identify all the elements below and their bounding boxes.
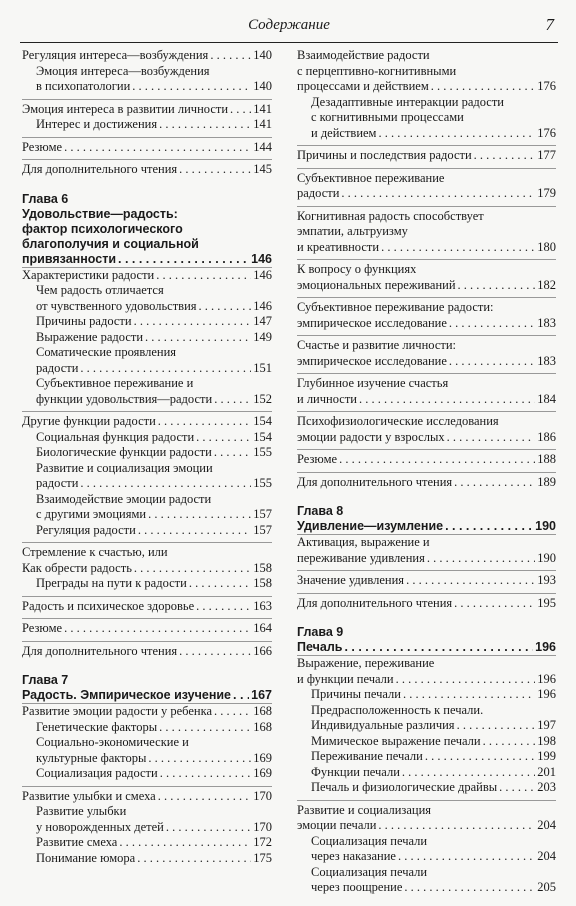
toc-entry [22,159,272,178]
toc-page-number: 170 [253,819,272,834]
toc-entry [22,618,272,637]
toc-page-number: 176 [537,125,556,140]
leader-dots [499,780,535,796]
toc-entry [22,411,272,430]
toc-page-number: 169 [253,766,272,780]
toc-page-number: 177 [537,148,556,162]
leader-dots [158,414,251,430]
leader-dots [210,48,251,64]
toc-entry-text: переживание удивления [297,550,425,565]
toc-entry [297,535,556,566]
toc-entry-text: Счастье и развитие личности: [297,338,456,352]
toc-page-number: 180 [537,239,556,254]
toc-entry-text: и функции печали [297,671,394,686]
toc-entry-text: Интерес и достижения [36,117,158,131]
toc-entry-text: Социализация радости [36,766,158,780]
chapter-title [297,519,556,535]
toc-page-number: 155 [253,476,272,490]
toc-entry-text: Радость. Эмпирическое изучение [22,688,232,702]
leader-dots [398,849,535,865]
chapter-label: Глава 9 [297,625,344,639]
toc-entry-text: фактор психологического [22,221,183,236]
leader-dots [159,720,251,736]
toc-entry-text: процессами и действием [297,79,429,93]
toc-entry [297,411,556,445]
toc-entry [22,704,272,720]
leader-dots [214,445,251,461]
toc-entry-text: Развитие улыбки [36,804,127,818]
toc-entry-text: культурные факторы [36,750,147,765]
toc-entry [22,430,272,446]
toc-page-number: 183 [537,353,556,368]
toc-page-number: 182 [537,277,556,292]
toc-page-number: 183 [537,315,556,330]
toc-entry-text: Мимическое выражение печали [311,733,481,748]
leader-dots [431,79,536,95]
toc-entry-text: Причины радости [36,314,132,328]
leader-dots [214,392,251,408]
toc-entry-text: привязанности [22,251,117,266]
toc-entry-text: Субъективное переживание радости: [297,300,494,314]
toc-entry [22,542,272,576]
toc-entry [22,851,272,867]
toc-page-number: 144 [253,139,272,154]
toc-entry [22,576,272,592]
toc-page-number: 140 [253,79,272,93]
toc-page-number: 179 [537,186,556,200]
toc-entry-text: и креативности [297,239,380,254]
toc-entry-text: Взаимодействие радости [297,48,430,62]
toc-entry-text: Удовольствие—радость: [22,206,178,221]
leader-dots [118,252,249,267]
leader-dots [134,314,252,330]
toc-entry [297,449,556,468]
leader-dots [378,126,535,142]
leader-dots [402,765,535,781]
toc-entry-text: от чувственного удовольствия [36,298,197,313]
toc-entry-text: Взаимодействие эмоции радости [36,491,212,506]
toc-page-number: 154 [253,429,272,444]
leader-dots [339,452,535,468]
toc-entry-text: Печаль и физиологические драйвы [311,780,498,794]
leader-dots [341,186,535,202]
toc-right-column [297,48,556,896]
toc-entry-text: радости [36,360,79,375]
leader-dots [474,148,536,164]
toc-entry-text: Субъективное переживание [297,170,445,185]
toc-page-number: 188 [537,452,556,466]
toc-page-number: 146 [251,251,272,266]
toc-entry [297,749,556,765]
toc-entry [297,48,556,95]
leader-dots [145,330,251,346]
leader-dots [156,268,251,284]
toc-entry [22,64,272,95]
toc-entry-text: Для дополнительного чтения [22,162,178,176]
leader-dots [80,476,251,492]
toc-page-number: 199 [537,749,556,763]
leader-dots [196,430,251,446]
toc-entry [297,834,556,865]
toc-entry-text: Радость и психическое здоровье [22,598,195,613]
leader-dots [134,561,251,577]
toc-entry-text: Соматические проявления [36,345,177,359]
toc-entry-text: Характеристики радости [22,267,155,282]
toc-entry [22,835,272,851]
leader-dots [132,79,251,95]
toc-entry [22,268,272,284]
leader-dots [189,576,251,592]
toc-page-number: 172 [253,835,272,849]
toc-entry [22,523,272,539]
toc-entry-text: с когнитивными процессами [311,110,464,124]
leader-dots [378,818,535,834]
toc-entry-text: Причины печали [311,687,401,701]
toc-entry [297,570,556,589]
leader-dots [138,523,251,539]
leader-dots [381,240,535,256]
toc-page-number: 158 [253,560,272,575]
leader-dots [166,820,251,836]
toc-page-number: 146 [253,267,272,282]
leader-dots [454,596,535,612]
toc-page-number: 175 [253,850,272,865]
leader-dots [199,299,252,315]
toc-entry-text: через наказание [311,849,396,863]
toc-entry-text: через поощрение [311,880,403,894]
leader-dots [344,640,533,655]
toc-page-number: 205 [537,880,556,894]
toc-entry [297,168,556,202]
toc-entry [297,145,556,164]
chapter-label: Глава 8 [297,504,344,518]
leader-dots [449,354,535,370]
toc-entry [22,766,272,782]
toc-page-number: 184 [537,391,556,406]
toc-entry [297,703,556,719]
toc-entry-text: Развитие улыбки и смеха [22,788,156,803]
toc-page-number: 176 [537,79,556,93]
toc-entry-text: Активация, выражение и [297,535,430,549]
toc-entry-text: эмпирическое исследование [297,353,447,368]
toc-entry [22,641,272,660]
leader-dots [159,117,251,133]
toc-page-number: 146 [253,298,272,313]
toc-page-number: 197 [537,718,556,732]
leader-dots [425,749,535,765]
toc-entry-text: Причины и последствия радости [297,148,472,162]
toc-entry-text: Резюме [22,139,63,154]
toc-entry-text: Для дополнительного чтения [297,595,453,610]
leader-dots [233,688,249,703]
toc-entry [297,780,556,796]
toc-entry [297,206,556,256]
leader-dots [457,718,536,734]
toc-page-number: 196 [537,687,556,701]
toc-entry [22,330,272,346]
toc-entry-text: и личности [297,391,357,406]
toc-entry [297,718,556,734]
toc-entry-text: эмпирическое исследование [297,315,447,330]
leader-dots [196,599,251,615]
toc-entry-text: Функции печали [311,764,400,779]
toc-entry [297,765,556,781]
toc-entry-text: эмпатии, альтруизму [297,224,408,238]
toc-page-number: 155 [253,445,272,459]
running-header [20,8,558,43]
toc-entry-text: Выражение, переживание [297,656,435,670]
leader-dots [64,621,251,637]
toc-entry [297,593,556,612]
toc-entry-text: Другие функции радости [22,414,156,428]
toc-entry [297,800,556,834]
toc-entry-text: Предрасположенность к печали. [311,702,484,717]
toc-entry-text: Генетические факторы [36,719,158,734]
toc-page-number: 149 [253,329,272,344]
toc-entry-text: Стремление к счастью, или [22,545,168,559]
toc-entry-text: Понимание юмора [36,850,136,865]
toc-page-number: 152 [253,391,272,406]
leader-dots [454,475,535,491]
page-number: 7 [545,15,554,34]
toc-page-number: 168 [253,719,272,734]
toc-entry [297,297,556,331]
leader-dots [160,766,252,782]
toc-entry [22,376,272,407]
toc-page-number: 201 [537,764,556,779]
toc-entry [22,445,272,461]
toc-page-number: 190 [535,519,556,533]
toc-page-number: 147 [253,314,272,328]
toc-page-number: 164 [253,621,272,635]
leader-dots [406,573,535,589]
leader-dots [148,507,251,523]
toc-entry [297,687,556,703]
toc-entry-text: с перцептивно-когнитивными [297,63,457,78]
toc-entry-text: Социально-экономические и [36,735,189,749]
toc-entry-text: Резюме [22,621,63,635]
leader-dots [404,880,535,896]
toc-entry-text: Социализация печали [311,833,428,848]
toc-entry-text: Развитие смеха [36,835,118,849]
chapter-label: Глава 6 [22,191,69,206]
leader-dots [137,851,251,867]
toc-page-number: 204 [537,849,556,863]
toc-entry [22,48,272,64]
leader-dots [158,789,252,805]
toc-entry-text: у новорожденных детей [36,819,164,834]
toc-entry-text: Глубинное изучение счастья [297,376,449,390]
toc-entry-text: эмоции радости у взрослых [297,429,445,444]
leader-dots [179,162,251,178]
toc-entry-text: Выражение радости [36,329,144,344]
toc-entry-text: Развитие эмоции радости у ребенка [22,704,213,718]
toc-page-number: 157 [253,507,272,521]
toc-left-column [22,48,272,866]
toc-entry-text: благополучия и социальной [22,236,199,251]
toc-page-number: 151 [253,360,272,375]
chapter-label: Глава 7 [22,673,69,687]
toc-entry [22,99,272,118]
toc-entry-text: радости [36,476,79,490]
toc-entry [22,461,272,492]
toc-entry [297,335,556,369]
leader-dots [80,361,251,377]
toc-page-number: 170 [253,788,272,803]
leader-dots [119,835,251,851]
toc-entry [297,472,556,491]
leader-dots [148,751,251,767]
leader-dots [458,278,536,294]
toc-entry-text: Печаль [297,640,343,654]
toc-page-number: 154 [253,414,272,428]
toc-page-number: 157 [253,522,272,537]
toc-page-number: 145 [253,162,272,176]
toc-entry [22,492,272,523]
chapter-title [22,688,272,704]
leader-dots [359,392,535,408]
toc-entry-text: Индивидуальные различия [311,718,455,732]
toc-entry [22,596,272,615]
toc-entry-text: Переживание печали [311,749,423,763]
leader-dots [447,430,536,446]
toc-entry-text: Эмоция интереса—возбуждения [36,63,210,78]
toc-entry-text: Психофизиологические исследования [297,414,499,428]
toc-entry-text: Для дополнительного чтения [297,474,453,489]
toc-page-number: 186 [537,429,556,444]
leader-dots [230,102,251,118]
leader-dots [427,551,535,567]
toc-entry-text: в психопатологии [36,79,131,93]
toc-entry-text: Эмоция интереса в развитии личности [22,101,229,116]
leader-dots [445,519,533,534]
toc-page-number: 158 [253,576,272,590]
toc-entry-text: Дезадаптивные интеракции радости [311,94,504,109]
toc-entry-text: функции удовольствия—радости [36,391,213,406]
toc-page-number: 141 [253,101,272,116]
toc-entry-text: Социальная функция радости [36,429,195,444]
leader-dots [64,140,251,156]
toc-page-number: 195 [537,595,556,610]
toc-entry [297,373,556,407]
toc-page-number: 140 [253,48,272,62]
running-title: Содержание [248,17,330,33]
toc-entry-text: Регуляция радости [36,522,136,537]
toc-entry-text: Социализация печали [311,864,428,879]
toc-page-number: 190 [537,550,556,565]
chapter-title [22,207,272,268]
leader-dots [396,672,536,688]
toc-page-number: 167 [251,688,272,702]
toc-entry [297,865,556,896]
toc-page-number: 163 [253,598,272,613]
toc-entry [22,283,272,314]
toc-entry-text: Биологические функции радости [36,445,212,459]
toc-page-number: 169 [253,750,272,765]
toc-entry-text: с другими эмоциями [36,507,147,521]
toc-entry [22,735,272,766]
toc-entry-text: эмоциональных переживаний [297,277,456,292]
toc-entry-text: Субъективное переживание и [36,376,194,390]
toc-entry [297,95,556,142]
leader-dots [214,704,251,720]
toc-entry-text: Когнитивная радость способствует [297,208,484,223]
toc-page-number: 198 [537,733,556,748]
toc-entry-text: Преграды на пути к радости [36,576,187,590]
chapter-title [297,640,556,656]
toc-page-number: 196 [537,671,556,686]
toc-page-number: 204 [537,818,556,832]
toc-entry-text: Удивление—изумление [297,519,444,533]
toc-entry [22,345,272,376]
toc-entry-text: Развитие и социализация эмоции [36,460,213,475]
toc-entry-text: Чем радость отличается [36,283,164,297]
toc-entry-text: К вопросу о функциях [297,262,417,276]
leader-dots [483,734,536,750]
toc-entry-text: радости [297,186,340,200]
toc-page-number: 168 [253,704,272,718]
toc-entry [22,720,272,736]
leader-dots [403,687,535,703]
toc-page-number: 203 [537,780,556,794]
leader-dots [449,316,535,332]
toc-entry [22,137,272,156]
toc-entry [22,314,272,330]
toc-entry [297,734,556,750]
toc-entry-text: Значение удивления [297,573,405,587]
toc-entry [297,259,556,293]
toc-entry-text: Резюме [297,452,338,466]
toc-page-number: 196 [535,640,556,654]
toc-entry-text: эмоции печали [297,818,377,832]
toc-page-number: 189 [537,474,556,489]
toc-entry [297,656,556,687]
toc-entry [22,804,272,835]
toc-entry-text: Развитие и социализация [297,802,432,817]
toc-page-number: 193 [537,573,556,587]
toc-entry-text: Как обрести радость [22,560,132,575]
toc-entry-text: и действием [311,125,377,140]
toc-entry-text: Регуляция интереса—возбуждения [22,48,209,62]
toc-entry-text: Для дополнительного чтения [22,643,178,658]
toc-page-number: 166 [253,643,272,658]
toc-entry [22,117,272,133]
toc-page-number: 141 [253,117,272,131]
leader-dots [179,644,251,660]
toc-entry [22,786,272,805]
